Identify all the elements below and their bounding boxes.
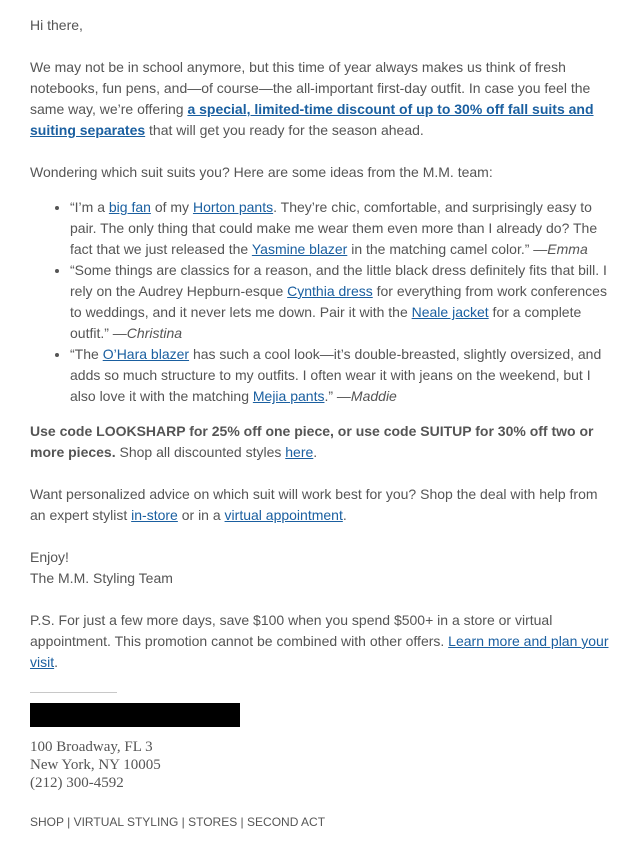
horton-pants-link[interactable]: Horton pants (192, 199, 274, 215)
fall-suits-discount-link[interactable]: a special, limited-time discount of up to 30% off fall suits and suiting separates (30, 101, 594, 138)
idea-text: . They’re chic, comfortable, and surprisingly easy to pair. The only thing that could make me wear them even more than I already do? The fact that we just released the (70, 199, 598, 257)
email-body (30, 15, 612, 830)
footer-separator: | (178, 815, 189, 829)
idea-text: has such a cool look—it’s double-breasted, slightly oversized, and adds so much structure to my outfits. I often wear it with jeans on the weekend, but I also love it with the matching (70, 346, 602, 404)
punctuation: . (342, 507, 347, 523)
ideas-intro: Wondering which suit suits you? Here are some ideas from the M.M. team: (30, 164, 493, 180)
yasmine-blazer-link[interactable]: Yasmine blazer (251, 241, 348, 257)
mejia-pants-link[interactable]: Mejia pants (252, 388, 325, 404)
ps-text: P.S. For just a few more days, save $100 when you spend $500+ in a store or virtual appointment. This promotion cannot be combined with other offers. (30, 612, 553, 649)
idea-author: Christina (126, 325, 183, 341)
learn-more-plan-visit-link[interactable]: Learn more and plan your visit (30, 633, 609, 670)
idea-author: Emma (547, 241, 588, 257)
footer-second-act-link[interactable]: SECOND ACT (247, 815, 326, 829)
ps-paragraph (30, 610, 612, 673)
footer-nav (30, 814, 612, 830)
intro-text-end: that will get you ready for the season ahead. (145, 122, 424, 138)
team-ideas-list (30, 197, 612, 407)
list-item (70, 260, 612, 344)
advice-text: Want personalized advice on which suit will work best for you? Shop the deal with help from an expert stylist (30, 486, 598, 523)
promo-codes: Use code LOOKSHARP for 25% off one piece, or use code SUITUP for 30% off two or more pieces. (30, 423, 594, 460)
big-fan-link[interactable]: big fan (108, 199, 151, 215)
footer-separator: | (237, 815, 248, 829)
idea-text: “Some things are classics for a reason, and the little black dress definitely fits that bill. I rely on the Audrey Hepburn-esque (70, 262, 607, 299)
redacted-logo-bar (30, 703, 240, 727)
in-store-link[interactable]: in-store (131, 507, 178, 523)
intro-paragraph (30, 57, 612, 141)
footer-shop-link[interactable]: SHOP (30, 815, 64, 829)
idea-text: .” — (324, 388, 351, 404)
signoff-team: The M.M. Styling Team (30, 570, 173, 586)
idea-text: for a complete outfit.” — (70, 304, 582, 341)
cynthia-dress-link[interactable]: Cynthia dress (287, 283, 373, 299)
signature-divider (30, 692, 117, 693)
shop-all-text: Shop all discounted styles (115, 444, 286, 460)
punctuation: . (54, 654, 59, 670)
idea-text: in the matching camel color.” — (347, 241, 548, 257)
virtual-appointment-link[interactable]: virtual appointment (224, 507, 343, 523)
store-address (30, 738, 612, 792)
advice-text: or in a (177, 507, 225, 523)
idea-text: of my (150, 199, 193, 215)
list-item (70, 197, 612, 260)
neale-jacket-link[interactable]: Neale jacket (411, 304, 489, 320)
signoff (30, 547, 612, 589)
idea-text: “The (70, 346, 103, 362)
idea-author: Maddie (350, 388, 397, 404)
shop-discounted-here-link[interactable]: here (285, 444, 314, 460)
signoff-enjoy: Enjoy! (30, 549, 69, 565)
footer-virtual-styling-link[interactable]: VIRTUAL STYLING (73, 815, 179, 829)
footer-stores-link[interactable]: STORES (188, 815, 238, 829)
stylist-advice-paragraph (30, 484, 612, 526)
ohara-blazer-link[interactable]: O’Hara blazer (102, 346, 190, 362)
idea-text: for everything from work conferences to weddings, and it never lets me down. Pair it with the (70, 283, 607, 320)
promo-codes-paragraph (30, 421, 612, 463)
greeting: Hi there, (30, 17, 83, 33)
address-city: New York, NY 10005 (30, 757, 161, 773)
idea-text: “I’m a (70, 199, 109, 215)
footer-separator: | (63, 815, 74, 829)
address-phone: (212) 300-4592 (30, 775, 124, 791)
punctuation: . (313, 444, 318, 460)
intro-text: We may not be in school anymore, but this time of year always makes us think of fresh notebooks, fun pens, and—of course—the all-important first-day outfit. In case you feel the same way, we’re offering (30, 59, 591, 117)
list-item (70, 344, 612, 407)
address-street: 100 Broadway, FL 3 (30, 739, 153, 755)
